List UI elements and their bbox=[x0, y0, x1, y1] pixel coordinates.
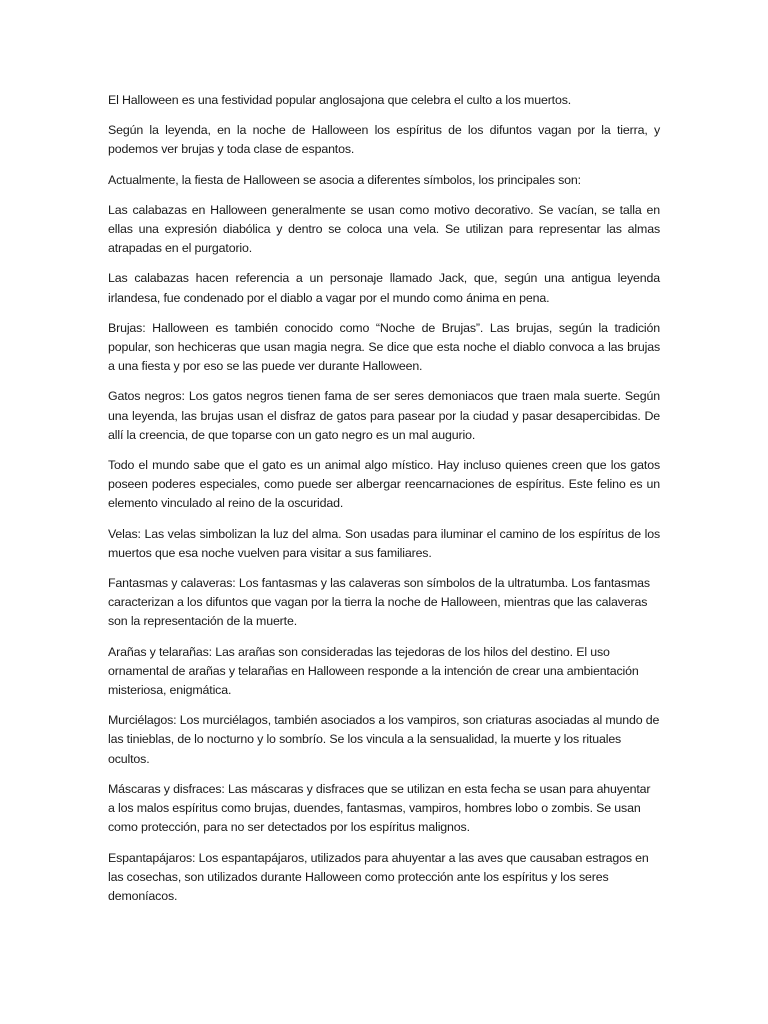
paragraph-jack: Las calabazas hacen referencia a un personaje llamado Jack, que, según una antigua leyenda irlandesa, fue condenado por el diablo a vagar por el mundo como ánima en pena. bbox=[108, 271, 660, 305]
paragraph-pumpkins: Las calabazas en Halloween generalmente se usan como motivo decorativo. Se vacían, se talla en ellas una expresión diabólica y dentro se coloca una vela. Se utilizan para representar las almas atrapadas en el purgatorio. bbox=[108, 202, 660, 256]
paragraph-cat-mystic: Todo el mundo sabe que el gato es un animal algo místico. Hay incluso quienes creen que los gatos poseen poderes especiales, como puede ser albergar reencarnaciones de espíritus. Este felino es un elemento vinculado al reino de la oscuridad. bbox=[108, 458, 660, 511]
paragraph-symbols-intro: Actualmente, la fiesta de Halloween se asocia a diferentes símbolos, los principales son: bbox=[108, 172, 581, 187]
paragraph-intro: El Halloween es una festividad popular anglosajona que celebra el culto a los muertos. bbox=[108, 93, 572, 107]
document-body bbox=[108, 91, 660, 917]
paragraph-witches: Brujas: Halloween es también conocido como “Noche de Brujas”. Las brujas, según la tradición popular, son hechiceras que usan magia negra. Se dice que esta noche el diablo convoca a las brujas a una fiesta y por eso se las puede ver durante Halloween. bbox=[108, 320, 660, 374]
paragraph-bats: Murciélagos: Los murciélagos, también asociados a los vampiros, son criaturas asociadas al mundo de las tinieblas, de lo nocturno y lo sombrío. Se los vincula a la sensualidad, la muerte y los rituales ocultos. bbox=[108, 713, 660, 766]
paragraph-spiders: Arañas y telarañas: Las arañas son consideradas las tejedoras de los hilos del destino. El uso ornamental de arañas y telarañas en Halloween responde a la intención de crear una ambientación misteriosa, enigmática. bbox=[108, 644, 639, 698]
paragraph-candles: Velas: Las velas simbolizan la luz del alma. Son usadas para iluminar el camino de los espíritus de los muertos que esa noche vuelven para visitar a sus familiares. bbox=[108, 526, 660, 560]
paragraph-ghosts-skulls: Fantasmas y calaveras: Los fantasmas y las calaveras son símbolos de la ultratumba. Los fantasmas caracterizan a los difuntos que vagan por la tierra la noche de Halloween, mientras que las calaveras son la representación de la muerte. bbox=[108, 576, 650, 629]
paragraph-masks: Máscaras y disfraces: Las máscaras y disfraces que se utilizan en esta fecha se usan para ahuyentar a los malos espíritus como brujas, duendes, fantasmas, vampiros, hombres lobo o zombis. Se usan como protección, para no ser detectados por los espíritus malignos. bbox=[108, 781, 651, 835]
paragraph-legend: Según la leyenda, en la noche de Halloween los espíritus de los difuntos vagan por la tierra, y podemos ver brujas y toda clase de espantos. bbox=[108, 123, 660, 157]
paragraph-black-cats: Gatos negros: Los gatos negros tienen fama de ser seres demoniacos que traen mala suerte. Según una leyenda, las brujas usan el disfraz de gatos para pasear por la ciudad y pasar desapercibidas. De allí la creencia, de que toparse con un gato negro es un mal augurio. bbox=[108, 389, 660, 442]
paragraph-scarecrows: Espantapájaros: Los espantapájaros, utilizados para ahuyentar a las aves que causaban estragos en las cosechas, son utilizados durante Halloween como protección ante los espíritus y los seres demoníacos. bbox=[108, 850, 649, 903]
